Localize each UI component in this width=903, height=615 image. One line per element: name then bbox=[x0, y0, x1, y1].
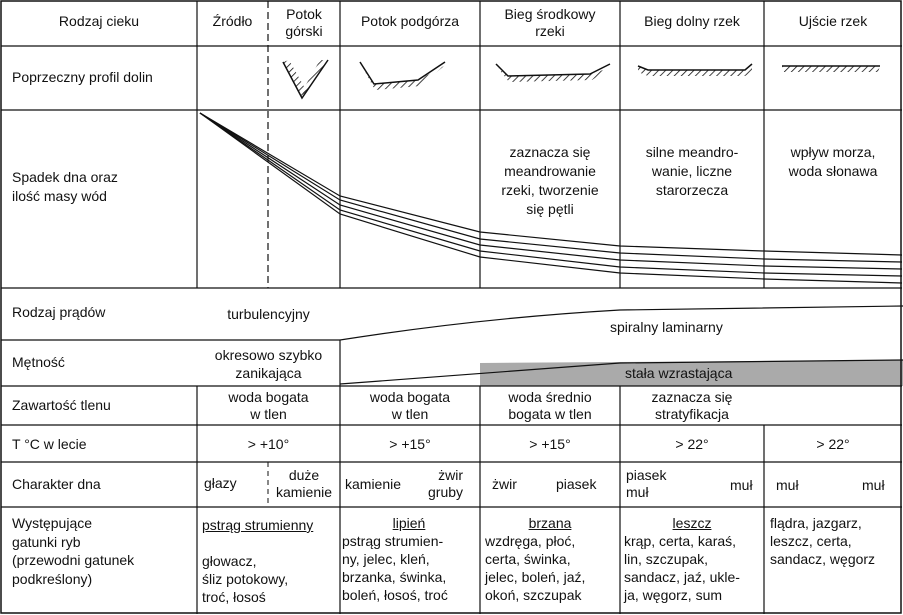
fish-lead-zrodlo: pstrąg strumienny bbox=[202, 517, 314, 533]
header-ujscie: Ujście rzek bbox=[798, 13, 868, 29]
note-dolny: silne meandro- wanie, liczne starorzecza bbox=[645, 144, 739, 198]
bottom-ujscie-mul1: muł bbox=[776, 477, 799, 493]
temp-zrodlo: > +10° bbox=[247, 436, 290, 452]
fish-lead-dolny: leszcz bbox=[672, 515, 712, 531]
current-laminar: spiralny laminarny bbox=[610, 319, 723, 335]
header-rodzaj-cieku: Rodzaj cieku bbox=[58, 13, 140, 29]
row-label-temp: T °C w lecie bbox=[12, 436, 87, 452]
oxygen-srodkowy: woda średnio bogata w tlen bbox=[508, 389, 592, 422]
temp-podgorza: > +15° bbox=[389, 436, 431, 452]
header-potok-gorski: Potok górski bbox=[285, 6, 323, 39]
header-bieg-srodkowy: Bieg środkowy rzeki bbox=[504, 6, 596, 39]
row-label-spadek: Spadek dna oraz ilość masy wód bbox=[12, 169, 118, 204]
row-label-dno: Charakter dna bbox=[12, 476, 101, 492]
valley-profile-gorski bbox=[283, 60, 328, 98]
valley-profile-dolny bbox=[638, 64, 752, 76]
row-label-prady: Rodzaj prądów bbox=[12, 304, 106, 320]
row-label-profil: Poprzeczny profil dolin bbox=[12, 69, 153, 85]
bottom-dolny-piasek: piasek bbox=[626, 467, 667, 483]
fish-srodkowy: brzana wzdręga, płoć, certa, świnka, jelec, boleń, jaź, okoń, szczupak bbox=[485, 515, 586, 603]
header-bieg-dolny: Bieg dolny rzek bbox=[644, 13, 740, 29]
turbidity-stala: stała wzrastająca bbox=[625, 365, 733, 381]
row-label-metnosc: Mętność bbox=[12, 354, 65, 370]
bottom-ujscie-mul2: muł bbox=[862, 477, 885, 493]
turbidity-okresowo: okresowo szybko zanikająca bbox=[214, 347, 323, 381]
bottom-kamienie: kamienie bbox=[345, 476, 402, 492]
bottom-dolny-mul: muł bbox=[626, 484, 649, 500]
bottom-piasek: piasek bbox=[556, 476, 597, 492]
temp-srodkowy: > +15° bbox=[529, 436, 571, 452]
note-srodkowy: zaznacza się meandrowanie rzeki, tworzenie się pętli bbox=[501, 144, 599, 217]
header-potok-podgorza: Potok podgórza bbox=[360, 13, 460, 29]
bottom-dolny-mul2: muł bbox=[730, 477, 753, 493]
fish-zrodlo: pstrąg strumienny głowacz, śliz potokowy, troć, łosoś bbox=[202, 517, 314, 605]
note-ujscie: wpływ morza, woda słonawa bbox=[788, 144, 878, 179]
current-turbulent: turbulencyjny bbox=[227, 306, 310, 322]
header-zrodlo: Źródło bbox=[212, 13, 253, 29]
oxygen-podgorza: woda bogata w tlen bbox=[369, 389, 451, 422]
row-label-tlen: Zawartość tlenu bbox=[12, 397, 111, 413]
valley-profile-ujscie bbox=[782, 66, 880, 72]
fish-dolny: leszcz krąp, certa, karaś, lin, szczupak, sandacz, jaź, ukle- ja, węgorz, sum bbox=[624, 515, 740, 603]
fish-lead-srodkowy: brzana bbox=[528, 515, 572, 531]
bottom-duze-kamienie: duże kamienie bbox=[275, 467, 333, 500]
temp-ujscie: > 22° bbox=[816, 436, 850, 452]
oxygen-dolny: zaznacza się stratyfikacja bbox=[651, 389, 733, 422]
bottom-glazy: głazy bbox=[204, 475, 237, 491]
fish-ujscie: flądra, jazgarz, leszcz, certa, sandacz, węgorz bbox=[770, 515, 876, 567]
fish-podgorza: lipień pstrąg strumien- ny, jelec, kleń, brzanka, świnka, boleń, łosoś, troć bbox=[342, 515, 448, 603]
valley-profile-podgorza bbox=[360, 62, 445, 90]
valley-profile-srodkowy bbox=[496, 64, 610, 82]
fish-lead-podgorza: lipień bbox=[392, 515, 426, 531]
bottom-zwir-gruby: żwir gruby bbox=[428, 467, 464, 500]
oxygen-zrodlo: woda bogata w tlen bbox=[228, 389, 309, 422]
bottom-zwir: żwir bbox=[492, 476, 517, 492]
temp-dolny: > 22° bbox=[675, 436, 709, 452]
row-label-ryby: Występujące gatunki ryb (przewodni gatunek podkreślony) bbox=[12, 515, 135, 587]
